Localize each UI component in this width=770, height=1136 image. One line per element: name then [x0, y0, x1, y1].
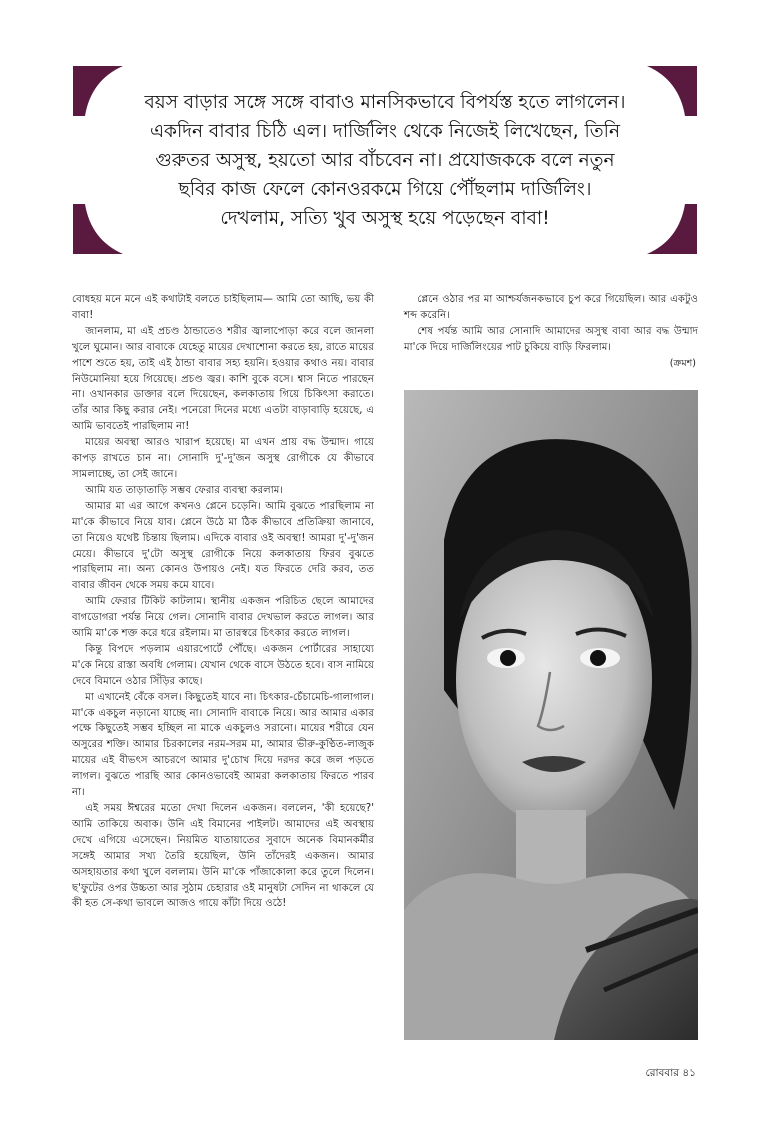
article-column-right — [404, 292, 698, 372]
article-paragraph: প্লেনে ওঠার পর মা আশ্চর্যজনকভাবে চুপ করে গিয়েছিল। আর একটুও শব্দ করেনি। — [404, 294, 698, 321]
article-paragraph: মা এখানেই বেঁকে বসল। কিছুতেই যাবে না। চিৎকার-চেঁচামেচি-গালাগাল। মা'কে একচুল নড়ানো যাচ্ছে না। সোনাদি বাবাকে নিয়ে। আর আমার একার পক্ষে কিছুতেই সম্ভব হচ্ছিল না মাকে একচুলও সরানো। মায়ের শরীরে যেন অসুরের শক্তি। আমার চিরকালের নরম-সরম মা, আমার ভীরু-কুণ্ঠিত-লাজুক মায়ের এই বীভৎস আচরণে আমার দু'চোখ দিয়ে দরদর করে জল পড়তে লাগল। বুঝতে পারছি আর কোনওভাবেই আমরা কলকাতায় ফিরতে পারব না। — [72, 691, 374, 799]
article-paragraph: জানলাম, মা এই প্রচণ্ড ঠান্ডাতেও শরীর জ্বালাপোড়া করে বলে জানলা খুলে ঘুমোন। আর বাবাকে যেহেতু মায়ের দেখাশোনা করতে হয়, রাতে মায়ের পাশে শুতে হয়, তাই এই ঠান্ডা বাবার সহ্য হয়নি। হওয়ার কথাও নয়। বাবার নিউমোনিয়া হয়ে গিয়েছে। প্রচণ্ড জ্বর। কাশি বুকে বসে। শ্বাস নিতে পারছেন না। ওখানকার ডাক্তার বলে দিয়েছেন, কলকাতায় গিয়ে চিকিৎসা করাতে। তাঁর আর কিছু করার নেই। পনেরো দিনের মধ্যে এতটা বাড়াবাড়ি হয়েছে, এ আমি ভাবতেই পারছিলাম না! — [72, 325, 374, 433]
article-paragraph: আমি যত তাড়াতাড়ি সম্ভব ফেরার ব্যবস্থা করলাম। — [85, 484, 284, 496]
article-column-left — [72, 292, 374, 912]
serial-continued-note: (ক্রমশ) — [669, 357, 696, 369]
pull-quote-text — [93, 88, 677, 233]
page-footer: রোববার ৪১ — [645, 1067, 696, 1079]
article-paragraph: আমি ফেরার টিকিট কাটলাম। স্থানীয় একজন পরিচিত ছেলে আমাদের বাগডোগরা পর্যন্ত নিয়ে গেল। সোনাদি বাবার দেখভাল করতে লাগল। আর আমি মা'কে শক্ত করে ধরে রইলাম। মা তারস্বরে চিৎকার করতে লাগল। — [72, 596, 374, 640]
pull-quote-line: একদিন বাবার চিঠি এল। দার্জিলিং থেকে নিজেই লিখেছেন, তিনি — [149, 121, 621, 142]
article-paragraph: এই সময় ঈশ্বরের মতো দেখা দিলেন একজন। বললেন, 'কী হয়েছে?' আমি তাকিয়ে অবাক। উনি এই বিমানের পাইলট। আমাদের এই অবস্থায় দেখে এগিয়ে এসেছেন। নিয়মিত যাতায়াতের সুবাদে অনেক বিমানকর্মীর সঙ্গেই আমার সখ্য তৈরি হয়েছিল, উনি তাঁদেরই একজন। আমার অসহায়তার কথা খুলে বললাম। উনি মা'কে পাঁজাকোলা করে তুলে দিলেন। ছ'ফুটের ওপর উচ্চতা আর সুঠাম চেহারার ওই মানুষটা সেদিন না থাকলে যে কী হত সে-কথা ভাবলে আজও গায়ে কাঁটা দিয়ে ওঠে! — [72, 803, 374, 910]
article-paragraph: বোধহয় মনে মনে এই কথাটাই বলতে চাইছিলাম— আমি তো আছি, ভয় কী বাবা! — [72, 294, 374, 321]
pull-quote-line: দেখলাম, সত্যি খুব অসুস্থ হয়ে পড়েছেন বাবা! — [220, 208, 550, 229]
portrait-photo — [404, 390, 698, 1040]
article-paragraph: শেষ পর্যন্ত আমি আর সোনাদি আমাদের অসুস্থ বাবা আর বদ্ধ উন্মাদ মা'কে দিয়ে দার্জিলিংয়ের পাট চুকিয়ে বাড়ি ফিরলাম। — [404, 325, 698, 353]
article-paragraph: আমার মা এর আগে কখনও প্লেনে চড়েনি। আমি বুঝতে পারছিলাম না মা'কে কীভাবে নিয়ে যাব। প্লেনে উঠে মা ঠিক কীভাবে প্রতিক্রিয়া জানাবে, তা নিয়েও যথেষ্ট চিন্তায় ছিলাম। এদিকে বাবার ওই অবস্থা! আমরা দু'-দু'জন মেয়ে। কীভাবে দু'টো অসুস্থ রোগীকে নিয়ে কলকাতায় ফিরব বুঝতে পারছিলাম না। অন্য কোনও উপায়ও নেই। যত ফিরতে দেরি করব, তত বাবার জীবন থেকে সময় কমে যাবে। — [72, 500, 374, 592]
article-paragraph: মায়ের অবস্থা আরও খারাপ হয়েছে। মা এখন প্রায় বদ্ধ উন্মাদ। গায়ে কাপড় রাখতে চান না। সোনাদি দু'-দু'জন অসুস্থ রোগীকে যে কীভাবে সামলাচ্ছে, তা সেই জানে। — [72, 437, 374, 480]
article-paragraph: কিন্তু বিপদে পড়লাম এয়ারপোর্টে পৌঁছে। একজন পোর্টারের সাহায্যে ম'কে নিয়ে রাস্তা অবধি গেলাম। যেখান থেকে বাসে উঠতে হবে। বাস নামিয়ে দেবে বিমানে ওঠার সিঁড়ির কাছে। — [72, 643, 374, 687]
pull-quote-line: বয়স বাড়ার সঙ্গে সঙ্গে বাবাও মানসিকভাবে বিপর্যস্ত হতে লাগলেন। — [144, 92, 626, 113]
pull-quote-box — [73, 66, 697, 254]
pull-quote-line: ছবির কাজ ফেলে কোনওরকমে গিয়ে পৌঁছলাম দার্জিলিং। — [178, 179, 592, 200]
pull-quote-line: গুরুতর অসুস্থ, হয়তো আর বাঁচবেন না। প্রযোজককে বলে নতুন — [155, 150, 615, 171]
